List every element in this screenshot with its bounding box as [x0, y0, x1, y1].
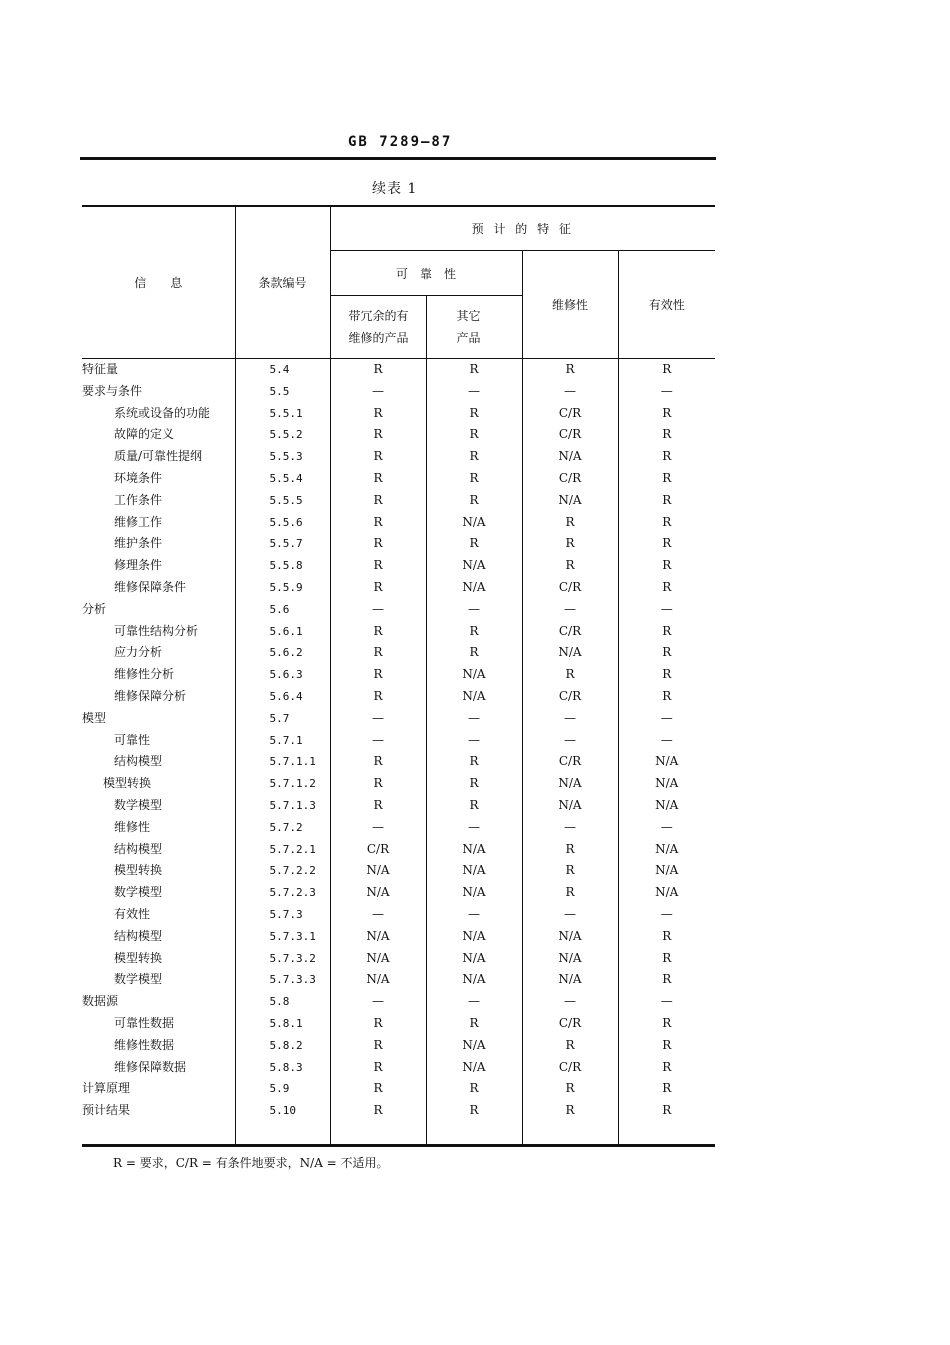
info-cell: 模型转换 — [114, 950, 163, 965]
rel-redundant-cell: R — [330, 1035, 426, 1057]
table-row — [82, 773, 715, 795]
standard-header: GB 7289—87 — [348, 134, 453, 150]
rel-redundant-cell: — — [330, 991, 426, 1013]
rel-redundant-cell: R — [330, 751, 426, 773]
maintainability-cell: N/A — [522, 642, 618, 664]
rel-redundant-cell: R — [330, 446, 426, 468]
info-cell: 维修保障数据 — [114, 1059, 187, 1074]
clause-cell: 5.6.1 — [235, 621, 330, 643]
col-info-header: 信 息 — [82, 206, 235, 359]
availability-cell: R — [618, 446, 715, 468]
rel-redundant-cell: R — [330, 642, 426, 664]
rel-other-cell: R — [426, 468, 522, 490]
clause-cell: 5.7.3 — [235, 904, 330, 926]
availability-cell: N/A — [618, 773, 715, 795]
clause-cell: 5.8.1 — [235, 1013, 330, 1035]
maintainability-cell: — — [522, 381, 618, 403]
availability-cell: R — [618, 424, 715, 446]
maintainability-cell: C/R — [522, 468, 618, 490]
rel-redundant-cell: R — [330, 621, 426, 643]
rel-redundant-cell: R — [330, 1100, 426, 1122]
table-row — [82, 1078, 715, 1100]
info-cell: 数学模型 — [114, 972, 163, 987]
maintainability-cell: — — [522, 904, 618, 926]
maintainability-cell: C/R — [522, 621, 618, 643]
info-cell: 故障的定义 — [114, 427, 175, 442]
availability-cell: R — [618, 926, 715, 948]
rel-other-cell: R — [426, 424, 522, 446]
info-cell: 维修性 — [114, 819, 151, 834]
rel-other-cell: N/A — [426, 1057, 522, 1079]
rel-other-cell: N/A — [426, 664, 522, 686]
info-cell: 修理条件 — [114, 558, 163, 573]
info-cell: 要求与条件 — [82, 383, 143, 398]
maintainability-cell: R — [522, 512, 618, 534]
clause-cell: 5.8 — [235, 991, 330, 1013]
rel-redundant-cell: N/A — [330, 860, 426, 882]
availability-cell: — — [618, 817, 715, 839]
info-cell: 维修性分析 — [114, 667, 175, 682]
rule-cell — [522, 1122, 618, 1145]
availability-cell: — — [618, 904, 715, 926]
info-cell: 数学模型 — [114, 885, 163, 900]
availability-cell: R — [618, 969, 715, 991]
info-cell: 模型转换 — [103, 776, 152, 791]
rule-cell — [82, 1122, 235, 1145]
info-cell: 结构模型 — [114, 928, 163, 943]
maintainability-cell: — — [522, 599, 618, 621]
info-cell: 可靠性结构分析 — [114, 623, 199, 638]
maintainability-cell: R — [522, 839, 618, 861]
maintainability-cell: N/A — [522, 795, 618, 817]
availability-cell: N/A — [618, 882, 715, 904]
clause-cell: 5.5.5 — [235, 490, 330, 512]
rel-other-cell: — — [426, 991, 522, 1013]
clause-cell: 5.10 — [235, 1100, 330, 1122]
clause-cell: 5.7.1.1 — [235, 751, 330, 773]
clause-cell: 5.5.7 — [235, 533, 330, 555]
rel-other-cell: N/A — [426, 555, 522, 577]
availability-cell: N/A — [618, 860, 715, 882]
rel-redundant-cell: — — [330, 599, 426, 621]
rel-other-cell: R — [426, 642, 522, 664]
table-row — [82, 599, 715, 621]
table-row — [82, 621, 715, 643]
table-row — [82, 468, 715, 490]
rel-other-cell: R — [426, 359, 522, 381]
availability-cell: R — [618, 468, 715, 490]
info-cell: 可靠性 — [114, 732, 151, 747]
table-row — [82, 860, 715, 882]
info-cell: 数据源 — [82, 994, 119, 1009]
maintainability-cell: — — [522, 708, 618, 730]
info-cell: 可靠性数据 — [114, 1015, 175, 1030]
maintainability-cell: R — [522, 882, 618, 904]
clause-cell: 5.7 — [235, 708, 330, 730]
clause-cell: 5.6.2 — [235, 642, 330, 664]
table-row — [82, 1013, 715, 1035]
table-row — [82, 424, 715, 446]
table-row — [82, 969, 715, 991]
clause-cell: 5.7.2.1 — [235, 839, 330, 861]
rel-redundant-cell: — — [330, 730, 426, 752]
maintainability-cell: N/A — [522, 969, 618, 991]
info-cell: 模型转换 — [114, 863, 163, 878]
rel-other-cell: N/A — [426, 926, 522, 948]
reliability-header: 可 靠 性 — [330, 251, 522, 296]
rel-other-cell: N/A — [426, 969, 522, 991]
clause-cell: 5.6 — [235, 599, 330, 621]
maintainability-header: 维修性 — [522, 251, 618, 359]
rel-redundant-cell: — — [330, 817, 426, 839]
maintainability-cell: R — [522, 359, 618, 381]
rel-redundant-cell: N/A — [330, 926, 426, 948]
info-cell: 维修性数据 — [114, 1037, 175, 1052]
rel-redundant-cell: R — [330, 359, 426, 381]
table-row — [82, 926, 715, 948]
maintainability-cell: C/R — [522, 1057, 618, 1079]
rel-other-cell: — — [426, 817, 522, 839]
clause-cell: 5.5.3 — [235, 446, 330, 468]
table-row — [82, 839, 715, 861]
rel-other-cell: R — [426, 1013, 522, 1035]
rel-redundant-cell: N/A — [330, 882, 426, 904]
rel-redundant-cell: — — [330, 904, 426, 926]
table-row — [82, 948, 715, 970]
rel-redundant-cell: R — [330, 686, 426, 708]
table-row — [82, 991, 715, 1013]
table-row — [82, 359, 715, 381]
rel-other-cell: — — [426, 599, 522, 621]
rel-redundant-cell: R — [330, 1057, 426, 1079]
maintainability-cell: — — [522, 991, 618, 1013]
availability-cell: R — [618, 1013, 715, 1035]
rel-redundant-header: 带冗余的有 维修的产品 — [330, 296, 426, 359]
clause-cell: 5.5.6 — [235, 512, 330, 534]
clause-cell: 5.7.2.3 — [235, 882, 330, 904]
clause-cell: 5.7.1 — [235, 730, 330, 752]
rel-redundant-cell: R — [330, 664, 426, 686]
rel-other-cell: N/A — [426, 686, 522, 708]
info-cell: 维修工作 — [114, 514, 163, 529]
table-row — [82, 577, 715, 599]
availability-cell: R — [618, 533, 715, 555]
availability-cell: R — [618, 1057, 715, 1079]
rel-other-cell: N/A — [426, 512, 522, 534]
table-row — [82, 555, 715, 577]
rel-other-cell: R — [426, 773, 522, 795]
clause-cell: 5.5 — [235, 381, 330, 403]
info-cell: 质量/可靠性提纲 — [114, 449, 203, 464]
rule-cell — [618, 1122, 715, 1145]
availability-cell: — — [618, 708, 715, 730]
maintainability-cell: R — [522, 1035, 618, 1057]
availability-cell: N/A — [618, 751, 715, 773]
info-cell: 工作条件 — [114, 492, 163, 507]
rel-other-cell: R — [426, 1078, 522, 1100]
availability-cell: R — [618, 948, 715, 970]
info-cell: 应力分析 — [114, 645, 163, 660]
table-row — [82, 1100, 715, 1122]
table-row — [82, 1035, 715, 1057]
maintainability-cell: C/R — [522, 1013, 618, 1035]
maintainability-cell: R — [522, 533, 618, 555]
info-cell: 环境条件 — [114, 470, 163, 485]
availability-cell: R — [618, 664, 715, 686]
maintainability-cell: N/A — [522, 446, 618, 468]
rel-other-cell: R — [426, 751, 522, 773]
availability-cell: R — [618, 642, 715, 664]
rel-redundant-cell: R — [330, 403, 426, 425]
header-rule — [80, 157, 716, 160]
info-cell: 维修保障分析 — [114, 688, 187, 703]
info-cell: 数学模型 — [114, 797, 163, 812]
maintainability-cell: N/A — [522, 926, 618, 948]
rel-other-cell: R — [426, 621, 522, 643]
availability-cell: N/A — [618, 839, 715, 861]
rel-redundant-cell: R — [330, 512, 426, 534]
availability-cell: R — [618, 1035, 715, 1057]
info-cell: 维修保障条件 — [114, 579, 187, 594]
maintainability-cell: N/A — [522, 490, 618, 512]
rel-other-cell: R — [426, 795, 522, 817]
rel-redundant-cell: — — [330, 708, 426, 730]
rel-redundant-cell: R — [330, 424, 426, 446]
clause-cell: 5.7.2 — [235, 817, 330, 839]
availability-header: 有效性 — [618, 251, 715, 359]
rule-cell — [426, 1122, 522, 1145]
info-cell: 特征量 — [82, 362, 119, 376]
rel-other-cell: R — [426, 533, 522, 555]
clause-cell: 5.6.4 — [235, 686, 330, 708]
clause-cell: 5.6.3 — [235, 664, 330, 686]
info-cell: 有效性 — [114, 906, 151, 921]
availability-cell: R — [618, 359, 715, 381]
availability-cell: R — [618, 1078, 715, 1100]
rel-other-cell: — — [426, 730, 522, 752]
table-row — [82, 403, 715, 425]
rel-redundant-cell: N/A — [330, 948, 426, 970]
table-row — [82, 490, 715, 512]
availability-cell: — — [618, 381, 715, 403]
clause-cell: 5.7.3.3 — [235, 969, 330, 991]
rule-cell — [330, 1122, 426, 1145]
rel-other-header: 其它 产品 — [426, 296, 522, 359]
rel-other-cell: N/A — [426, 577, 522, 599]
clause-cell: 5.9 — [235, 1078, 330, 1100]
availability-cell: R — [618, 1100, 715, 1122]
clause-cell: 5.7.1.3 — [235, 795, 330, 817]
rel-other-cell: N/A — [426, 1035, 522, 1057]
rel-other-cell: — — [426, 708, 522, 730]
info-cell: 预计结果 — [82, 1103, 131, 1118]
clause-cell: 5.7.3.1 — [235, 926, 330, 948]
availability-cell: R — [618, 403, 715, 425]
table-row — [82, 512, 715, 534]
maintainability-cell: R — [522, 1100, 618, 1122]
rel-redundant-cell: R — [330, 468, 426, 490]
clause-cell: 5.5.4 — [235, 468, 330, 490]
rel-other-cell: N/A — [426, 948, 522, 970]
clause-cell: 5.7.3.2 — [235, 948, 330, 970]
maintainability-cell: C/R — [522, 424, 618, 446]
availability-cell: R — [618, 555, 715, 577]
rel-redundant-cell: R — [330, 1013, 426, 1035]
clause-cell: 5.7.2.2 — [235, 860, 330, 882]
rel-redundant-cell: R — [330, 533, 426, 555]
maintainability-cell: C/R — [522, 751, 618, 773]
table-row — [82, 730, 715, 752]
maintainability-cell: — — [522, 730, 618, 752]
info-cell: 维护条件 — [114, 536, 163, 551]
maintainability-cell: — — [522, 817, 618, 839]
rel-other-cell: N/A — [426, 839, 522, 861]
footnote: R = 要求，C/R = 有条件地要求，N/A = 不适用。 — [113, 1156, 389, 1170]
info-cell: 系统或设备的功能 — [114, 405, 211, 420]
clause-cell: 5.7.1.2 — [235, 773, 330, 795]
table-row — [82, 642, 715, 664]
availability-cell: R — [618, 490, 715, 512]
clause-cell: 5.5.8 — [235, 555, 330, 577]
availability-cell: N/A — [618, 795, 715, 817]
rel-other-cell: — — [426, 381, 522, 403]
rel-redundant-cell: R — [330, 490, 426, 512]
table-row — [82, 904, 715, 926]
rel-redundant-cell: R — [330, 795, 426, 817]
rel-other-cell: — — [426, 904, 522, 926]
maintainability-cell: R — [522, 1078, 618, 1100]
rel-other-cell: R — [426, 446, 522, 468]
clause-cell: 5.4 — [235, 359, 330, 381]
maintainability-cell: R — [522, 860, 618, 882]
rel-redundant-cell: R — [330, 555, 426, 577]
rel-other-cell: N/A — [426, 860, 522, 882]
table-row — [82, 708, 715, 730]
clause-cell: 5.8.3 — [235, 1057, 330, 1079]
table-bottom-rule — [82, 1122, 715, 1145]
availability-cell: R — [618, 512, 715, 534]
availability-cell: R — [618, 686, 715, 708]
availability-cell: — — [618, 991, 715, 1013]
table-row — [82, 795, 715, 817]
maintainability-cell: R — [522, 555, 618, 577]
maintainability-cell: R — [522, 664, 618, 686]
rel-redundant-cell: R — [330, 773, 426, 795]
info-cell: 模型 — [82, 710, 107, 725]
maintainability-cell: N/A — [522, 773, 618, 795]
rel-redundant-cell: R — [330, 577, 426, 599]
rel-redundant-cell: — — [330, 381, 426, 403]
info-cell: 计算原理 — [82, 1081, 131, 1096]
table-row — [82, 882, 715, 904]
rel-other-cell: R — [426, 1100, 522, 1122]
rel-other-cell: N/A — [426, 882, 522, 904]
rel-redundant-cell: R — [330, 1078, 426, 1100]
maintainability-cell: C/R — [522, 577, 618, 599]
info-cell: 结构模型 — [114, 754, 163, 769]
table-row — [82, 664, 715, 686]
col-clause-header: 条款编号 — [235, 206, 330, 359]
info-cell: 结构模型 — [114, 841, 163, 856]
clause-cell: 5.8.2 — [235, 1035, 330, 1057]
maintainability-cell: N/A — [522, 948, 618, 970]
table-row — [82, 381, 715, 403]
clause-cell: 5.5.1 — [235, 403, 330, 425]
rule-cell — [235, 1122, 330, 1145]
table-row — [82, 446, 715, 468]
rel-redundant-cell: N/A — [330, 969, 426, 991]
maintainability-cell: C/R — [522, 403, 618, 425]
table-row — [82, 686, 715, 708]
table-row — [82, 817, 715, 839]
rel-redundant-cell: C/R — [330, 839, 426, 861]
clause-cell: 5.5.9 — [235, 577, 330, 599]
table-row — [82, 533, 715, 555]
availability-cell: R — [618, 621, 715, 643]
rel-other-cell: R — [426, 490, 522, 512]
availability-cell: — — [618, 599, 715, 621]
table-body — [82, 359, 715, 1146]
availability-cell: R — [618, 577, 715, 599]
clause-cell: 5.5.2 — [235, 424, 330, 446]
rel-other-cell: R — [426, 403, 522, 425]
table-caption: 续表 1 — [372, 181, 418, 197]
table-row — [82, 751, 715, 773]
group-header: 预 计 的 特 征 — [330, 206, 715, 251]
info-cell: 分析 — [82, 601, 107, 616]
maintainability-cell: C/R — [522, 686, 618, 708]
availability-cell: — — [618, 730, 715, 752]
table-row — [82, 1057, 715, 1079]
characteristics-table — [82, 205, 715, 1147]
